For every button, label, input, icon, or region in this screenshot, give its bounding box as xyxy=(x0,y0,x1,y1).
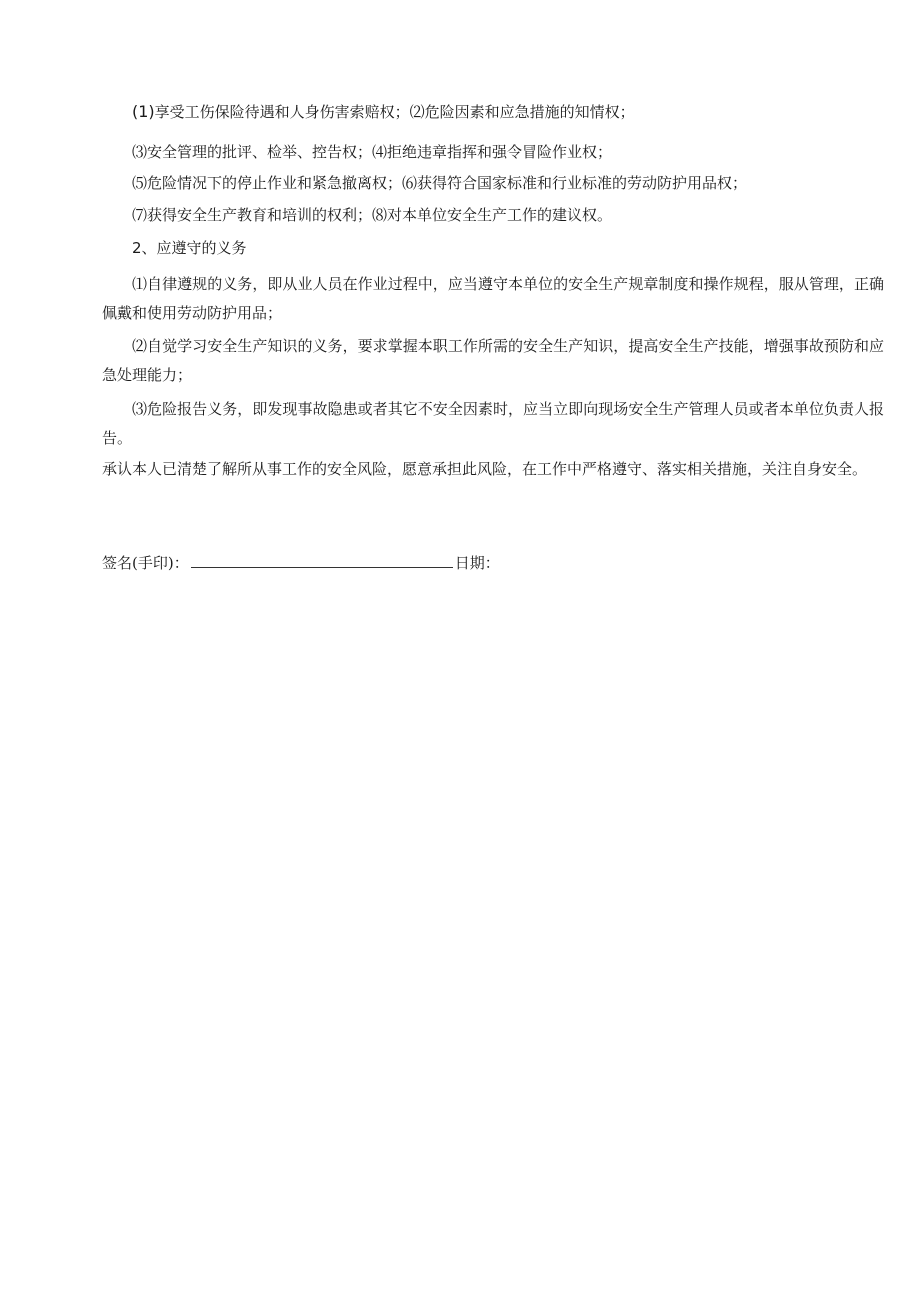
rights-line-3: ⑸危险情况下的停止作业和紧急撤离权；⑹获得符合国家标准和行业标准的劳动防护用品权； xyxy=(132,174,748,192)
signature-blank-line[interactable] xyxy=(191,553,453,568)
duty-item-1: ⑴自律遵规的义务，即从业人员在作业过程中，应当遵守本单位的安全生产规章制度和操作规程，服从管理，正确佩戴和使用劳动防护用品； xyxy=(102,275,884,322)
rights-line-2: ⑶安全管理的批评、检举、控告权；⑷拒绝违章指挥和强令冒险作业权； xyxy=(132,143,613,161)
rights-line-1-number: (1) xyxy=(132,102,155,121)
signature-row xyxy=(102,553,500,573)
rights-line-1 xyxy=(132,102,635,122)
duties-heading-text: 、应遵守的义务 xyxy=(141,239,247,257)
acknowledgement-paragraph: 承认本人已清楚了解所从事工作的安全风险，愿意承担此风险，在工作中严格遵守、落实相关措施，关注自身安全。 xyxy=(102,460,868,478)
duty-item-2: ⑵自觉学习安全生产知识的义务，要求掌握本职工作所需的安全生产知识，提高安全生产技能，增强事故预防和应急处理能力； xyxy=(102,337,884,384)
signature-label: 签名(手印)： xyxy=(102,554,189,572)
rights-line-1-text: 享受工伤保险待遇和人身伤害索赔权；⑵危险因素和应急措施的知情权； xyxy=(154,103,635,121)
date-label: 日期： xyxy=(454,554,500,572)
rights-line-4: ⑺获得安全生产教育和培训的权利；⑻对本单位安全生产工作的建议权。 xyxy=(132,206,613,224)
duties-heading xyxy=(132,238,247,258)
duty-item-3: ⑶危险报告义务，即发现事故隐患或者其它不安全因素时，应当立即向现场安全生产管理人员或者本单位负责人报告。 xyxy=(102,400,884,447)
duties-heading-number: 2 xyxy=(132,239,142,257)
